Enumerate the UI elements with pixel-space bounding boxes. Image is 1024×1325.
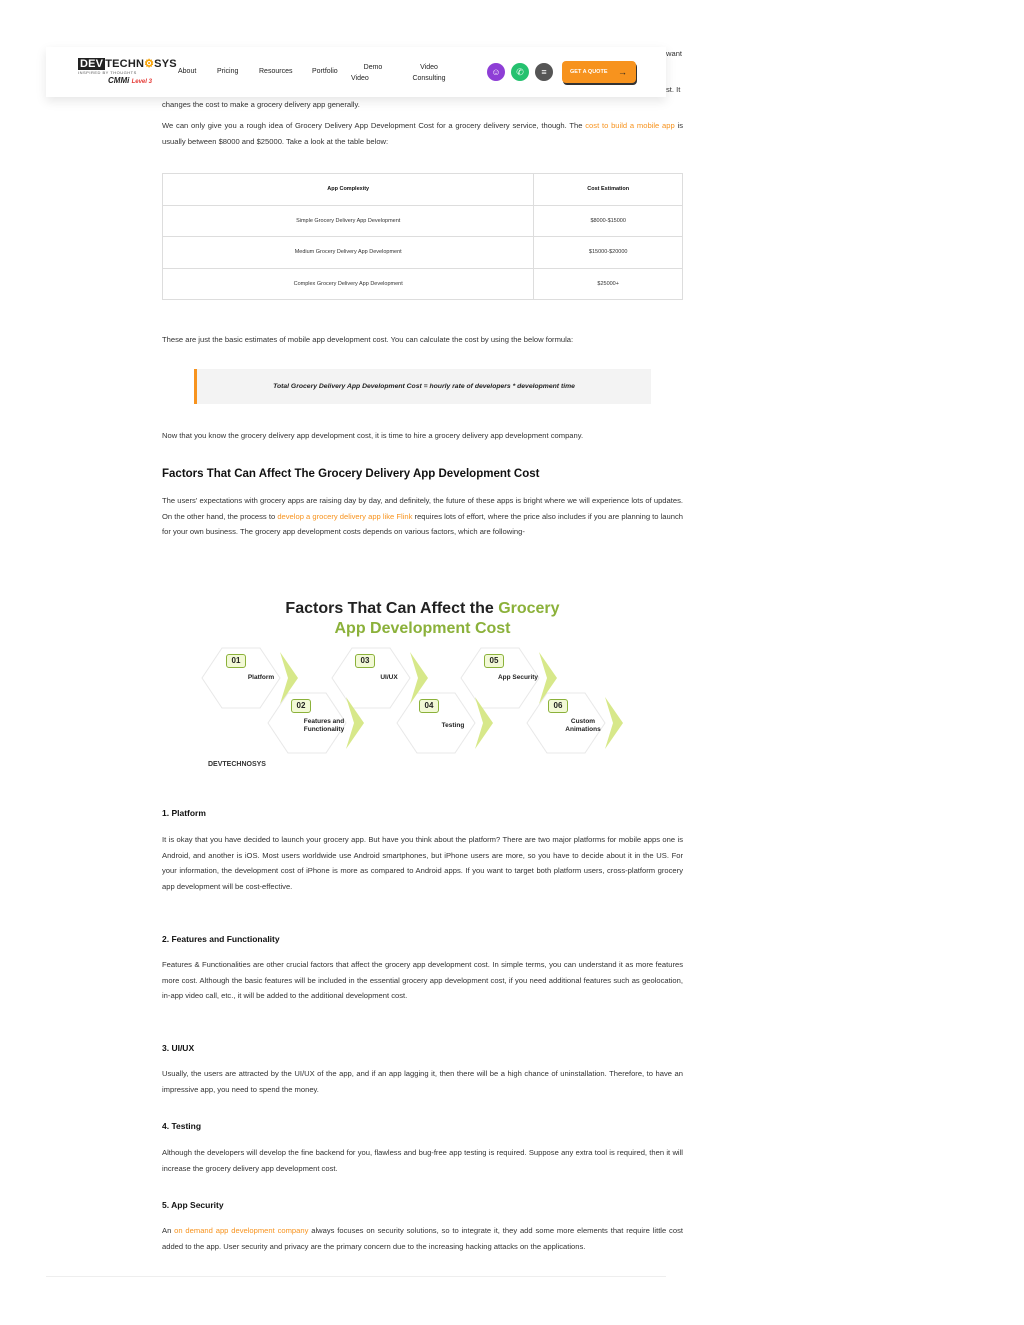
factor-number: 02	[291, 699, 311, 713]
factor-label: Platform	[247, 674, 275, 681]
table-row	[163, 237, 683, 269]
section-text-uiux: Usually, the users are attracted by the UI/UX of the app, and if an app lagging it, then there will be a high chance of uninstallation. Therefore, to have an impressive app, you need to spend the money.	[162, 1069, 683, 1094]
cmmi-badge: CMMi Level 3	[108, 76, 152, 85]
arrow-right-icon: →	[618, 67, 627, 77]
table-cell: Medium Grocery Delivery App Development	[163, 237, 534, 269]
intro-line: changes the cost to make a grocery delivery app generally.	[162, 100, 360, 109]
nav-about[interactable]: About	[178, 68, 197, 75]
factor-label: App Security	[497, 674, 539, 681]
table-cell: Complex Grocery Delivery App Development	[163, 268, 534, 300]
chat-icon[interactable]: ☺	[487, 63, 505, 81]
logo[interactable]: DEV TECHN⚙SYS INSPIRED BY THOUGHTS CMMi Level 3	[78, 58, 177, 85]
table-header-row	[163, 174, 683, 206]
flink-link[interactable]: develop a grocery delivery app like Flink	[277, 511, 413, 521]
section-title-security: 5. App Security	[162, 1200, 224, 1210]
section-text-features: Features & Functionalities are other crucial factors that affect the grocery app development cost. In simple terms, you can understand it as more features more cost. Although the basic features will be included in the essential grocery app development cost, if you need additional features such as geolocation, in-app video call, etc., it will be added to the additional development cost.	[162, 960, 683, 1000]
factor-label: Features and Functionality	[303, 718, 345, 733]
whatsapp-icon[interactable]: ✆	[511, 63, 529, 81]
factor-number: 03	[355, 654, 375, 668]
table-header: App Complexity	[163, 174, 534, 206]
infographic-title: Factors That Can Affect the Grocery App Development Cost	[285, 600, 560, 637]
menu-icon[interactable]: ≡	[535, 63, 553, 81]
cost-link[interactable]: cost to build a mobile app	[585, 121, 675, 130]
factor-number: 05	[484, 654, 504, 668]
partial-text-top: want	[666, 49, 683, 58]
nav-pricing[interactable]: Pricing	[217, 68, 239, 75]
section-text-testing: Although the developers will develop the fine backend for you, flawless and bug-free app testing is required. Suppose any extra tool is required, then it will increase the grocery delivery app development cost.	[162, 1148, 683, 1173]
partial-text-mid: st. It	[666, 85, 681, 94]
factors-paragraph: The users' expectations with grocery apps are raising day by day, and definitely, the future of these apps is bright where we will experience lots of updates. On the other hand, the process to develop a grocery delivery app like Flink requires lots of effort, where the price also includes if you are planning to launch for your own business. The grocery app development costs depends on various factors, which are following-	[162, 496, 683, 536]
table-header: Cost Estimation	[534, 174, 683, 206]
estimates-paragraph: These are just the basic estimates of mobile app development cost. You can calculate the cost by using the below formula:	[162, 335, 574, 344]
on-demand-link[interactable]: on demand app development company	[174, 1226, 309, 1235]
gear-icon: ⚙	[144, 58, 155, 70]
factor-number: 04	[419, 699, 439, 713]
formula-box: Total Grocery Delivery App Development Cost = hourly rate of developers * development time	[194, 369, 651, 404]
factor-label: Custom Animations	[565, 718, 601, 733]
site-header	[46, 47, 666, 97]
section-title-testing: 4. Testing	[162, 1121, 202, 1131]
intro-paragraph: We can only give you a rough idea of Grocery Delivery App Development Cost for a grocery delivery service, though. The cost to build a mobile app is usually between $8000 and $25000. Take a look at the table below:	[162, 121, 683, 146]
section-text-platform: It is okay that you have decided to launch your grocery app. But have you think about the platform? There are two major platforms for mobile apps one is Android, and another is iOS. Most users worldwide use Android smartphones, but iPhone users are more, so you have to decide about it in the US. For your information, the development cost of iPhone is more as compared to Android apps. If you want to target both platform users, cross-platform grocery app development will be cost-effective.	[162, 835, 683, 891]
section-title-platform: 1. Platform	[162, 808, 206, 818]
infographic-logo: DEVTECHNOSYS	[208, 761, 266, 768]
nav-portfolio[interactable]: Portfolio	[312, 68, 338, 75]
table-row	[163, 268, 683, 300]
table-cell: $15000-$20000	[534, 237, 683, 269]
cost-table	[162, 173, 683, 300]
table-cell: $8000-$15000	[534, 205, 683, 237]
factor-label: UI/UX	[380, 674, 398, 681]
table-row	[163, 205, 683, 237]
factor-number: 06	[548, 699, 568, 713]
nav-resources[interactable]: Resources	[259, 68, 293, 75]
factors-heading: Factors That Can Affect The Grocery Delivery App Development Cost	[162, 468, 540, 480]
divider	[46, 1276, 666, 1277]
section-text-security: An on demand app development company always focuses on security solutions, so to integrate it, they add some more elements that require little cost added to the app. User security and privacy are the primary concern due to the increasing hacking attacks on the applications.	[162, 1226, 683, 1251]
factor-number: 01	[226, 654, 246, 668]
section-title-features: 2. Features and Functionality	[162, 934, 280, 944]
section-title-uiux: 3. UI/UX	[162, 1043, 195, 1053]
logo-tagline: INSPIRED BY THOUGHTS	[78, 70, 137, 75]
table-cell: Simple Grocery Delivery App Development	[163, 205, 534, 237]
table-cell: $25000+	[534, 268, 683, 300]
factor-label: Testing	[441, 722, 465, 729]
get-a-quote-button[interactable]: GET A QUOTE →	[562, 61, 636, 83]
nav-demo-video[interactable]: Demo Video	[351, 64, 383, 82]
now-that-paragraph: Now that you know the grocery delivery app development cost, it is time to hire a grocery delivery app development company.	[162, 431, 584, 440]
nav-video-consulting[interactable]: Video Consulting	[412, 64, 446, 82]
